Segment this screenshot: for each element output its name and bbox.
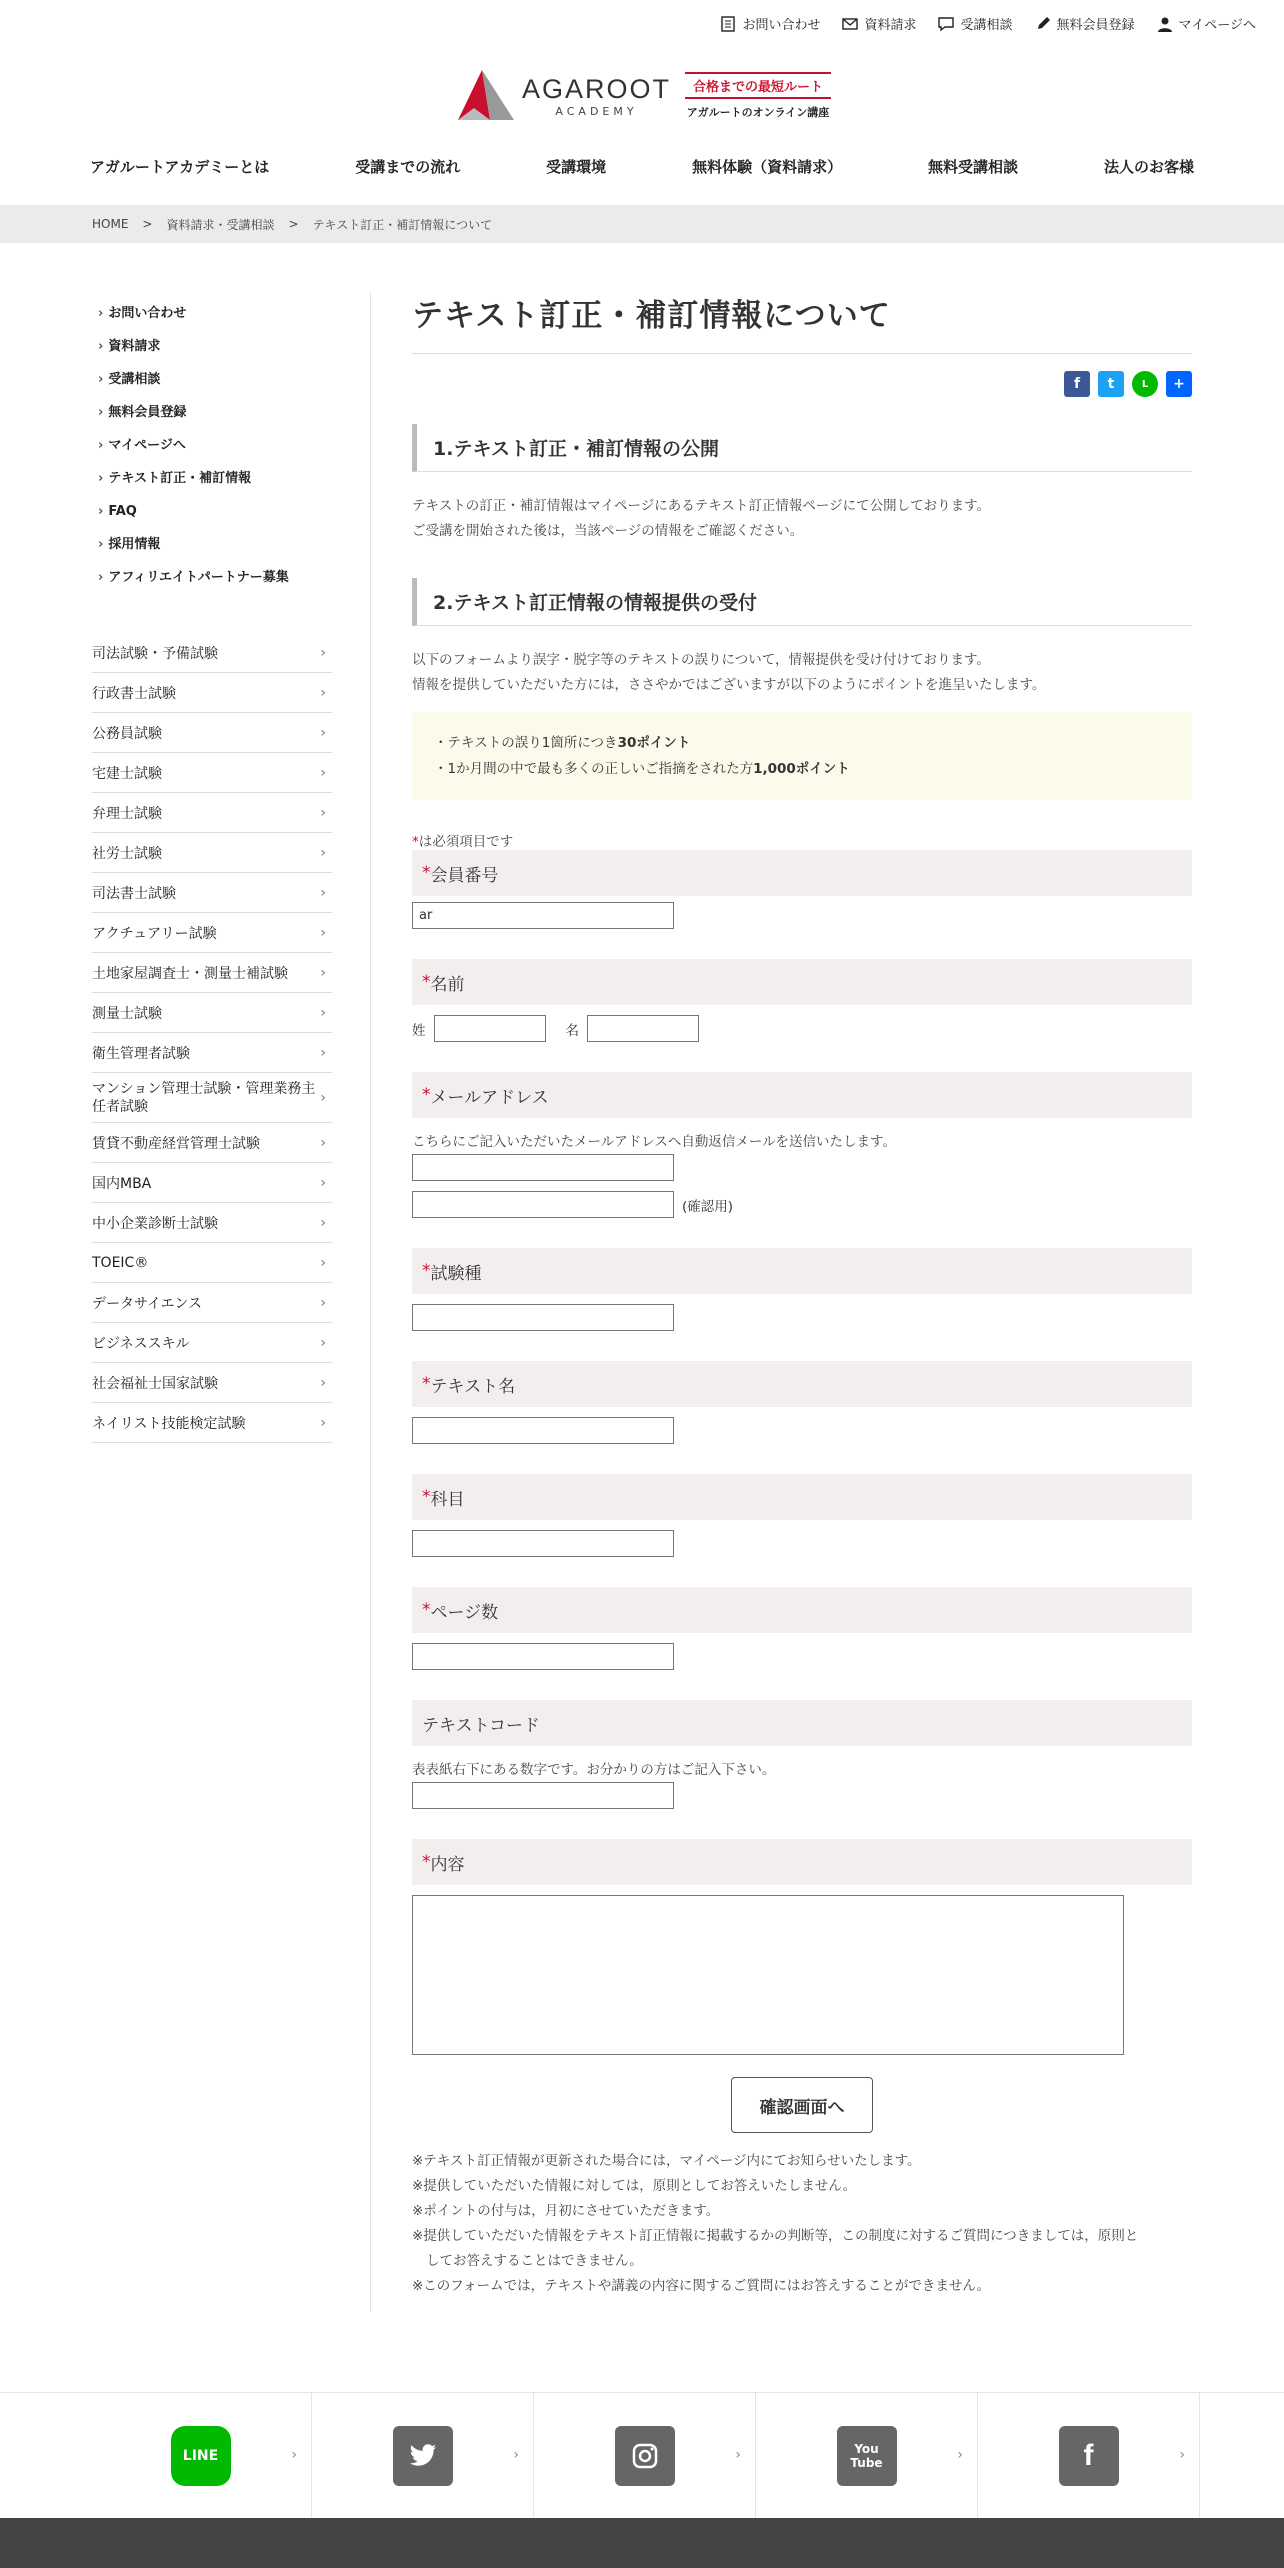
logo-tagline: 合格までの最短ルート bbox=[685, 72, 831, 99]
required-note: *は必須項目です bbox=[412, 834, 514, 850]
sidebar-link[interactable]: › 受講相談 bbox=[92, 366, 332, 399]
chevron-right-icon: › bbox=[320, 644, 326, 661]
sidebar-category[interactable] bbox=[92, 1243, 332, 1283]
section2-p1: 以下のフォームより誤字・脱字等のテキストの誤りについて，情報提供を受け付けております。 bbox=[412, 652, 990, 668]
mei-label: 名 bbox=[565, 1022, 579, 1039]
sidebar-category-label: ネイリスト技能検定試験 bbox=[92, 1415, 246, 1432]
note-line: ※このフォームでは，テキストや講義の内容に関するご質問にはお答えすることができません。 bbox=[412, 2278, 991, 2294]
sidebar-category[interactable] bbox=[92, 953, 332, 993]
chevron-right-icon: › bbox=[320, 1134, 326, 1151]
chevron-right-icon: › bbox=[320, 764, 326, 781]
sidebar-category-label: 司法書士試験 bbox=[92, 885, 176, 902]
section1-heading: 1.テキスト訂正・補訂情報の公開 bbox=[412, 424, 1192, 472]
chevron-right-icon: › bbox=[320, 1214, 326, 1231]
chevron-right-icon: › bbox=[320, 1089, 326, 1106]
pencil-icon bbox=[1035, 16, 1051, 32]
breadcrumb bbox=[0, 205, 1284, 243]
sidebar-links bbox=[92, 300, 332, 597]
util-consult-link[interactable] bbox=[938, 14, 1012, 33]
member-number-field bbox=[412, 850, 1192, 929]
subject-input[interactable] bbox=[412, 1530, 674, 1557]
footer-bar bbox=[0, 2518, 1284, 2568]
gnav-corporate[interactable]: 法人のお客様 bbox=[1103, 158, 1194, 176]
section1-p2: ご受講を開始された後は，当該ページの情報をご確認ください。 bbox=[412, 523, 804, 539]
email-input[interactable] bbox=[412, 1154, 674, 1181]
sidebar-category[interactable] bbox=[92, 913, 332, 953]
mei-input[interactable] bbox=[587, 1015, 699, 1042]
chevron-right-icon: › bbox=[320, 884, 326, 901]
sidebar-category-label: 行政書士試験 bbox=[92, 685, 176, 702]
note-line: ※ポイントの付与は，月初にさせていただきます。 bbox=[412, 2203, 720, 2219]
facebook-icon: f bbox=[1059, 2426, 1119, 2486]
chevron-right-icon: › bbox=[291, 2447, 297, 2463]
global-nav bbox=[90, 156, 1194, 177]
sidebar-category-label: マンション管理士試験・管理業務主任者試験 bbox=[92, 1080, 316, 1115]
youtube-icon: You Tube bbox=[837, 2426, 897, 2486]
util-mypage-label: マイページへ bbox=[1178, 18, 1256, 33]
instagram-link[interactable] bbox=[534, 2393, 756, 2519]
notice-line-1: ・テキストの誤り1箇所につき30ポイント bbox=[434, 735, 691, 751]
text-name-label: * テキスト名 bbox=[412, 1361, 1192, 1407]
sidebar-category-label: 賃貸不動産経営管理士試験 bbox=[92, 1135, 260, 1152]
sidebar-link[interactable]: › マイページへ bbox=[92, 432, 332, 465]
chevron-right-icon: › bbox=[1179, 2447, 1185, 2463]
text-name-input[interactable] bbox=[412, 1417, 674, 1444]
chevron-right-icon: › bbox=[957, 2447, 963, 2463]
twitter-link[interactable] bbox=[312, 2393, 534, 2519]
gnav-about[interactable]: アガルートアカデミーとは bbox=[90, 158, 270, 176]
sidebar-category-label: 公務員試験 bbox=[92, 725, 162, 742]
subject-field bbox=[412, 1474, 1192, 1557]
text-code-field bbox=[412, 1700, 1192, 1809]
sidebar-category-label: 社会福祉士国家試験 bbox=[92, 1375, 218, 1392]
email-help: こちらにご記入いただいたメールアドレスへ自動返信メールを送信いたします。 bbox=[412, 1134, 896, 1150]
chevron-right-icon: › bbox=[320, 1174, 326, 1191]
sidebar-category-label: 中小企業診断士試験 bbox=[92, 1215, 218, 1232]
points-notice bbox=[412, 712, 1192, 800]
email-field bbox=[412, 1072, 1192, 1218]
text-name-field bbox=[412, 1361, 1192, 1444]
section1-p1: テキストの訂正・補訂情報はマイページにあるテキスト訂正情報ページにて公開しております。 bbox=[412, 498, 991, 514]
sidebar-category[interactable] bbox=[92, 833, 332, 873]
sidebar-category-label: 国内MBA bbox=[92, 1175, 152, 1192]
exam-field bbox=[412, 1248, 1192, 1331]
subject-label: * 科目 bbox=[412, 1474, 1192, 1520]
section1-text bbox=[412, 494, 1192, 544]
sidebar-category-label: 弁理士試験 bbox=[92, 805, 162, 822]
chevron-right-icon: › bbox=[320, 1004, 326, 1021]
chevron-right-icon: › bbox=[320, 1044, 326, 1061]
chevron-right-icon: › bbox=[513, 2447, 519, 2463]
member-number-input[interactable]: ar bbox=[412, 902, 674, 929]
sidebar-link[interactable]: › 資料請求 bbox=[92, 333, 332, 366]
section2-heading: 2.テキスト訂正情報の情報提供の受付 bbox=[412, 578, 1192, 626]
sidebar-category-label: TOEIC® bbox=[92, 1254, 149, 1271]
chevron-right-icon: › bbox=[735, 2447, 741, 2463]
chevron-right-icon: › bbox=[320, 1334, 326, 1351]
note-line: ※提供していただいた情報に対しては，原則としてお答えいたしません。 bbox=[412, 2178, 857, 2194]
sidebar-category[interactable] bbox=[92, 1283, 332, 1323]
util-brochure-link[interactable] bbox=[842, 14, 916, 33]
facebook-share-icon[interactable]: f bbox=[1064, 371, 1090, 397]
gnav-flow[interactable]: 受講までの流れ bbox=[355, 158, 461, 176]
page-number-label: * ページ数 bbox=[412, 1587, 1192, 1633]
sidebar-category[interactable] bbox=[92, 1033, 332, 1073]
sidebar-category-label: アクチュアリー試験 bbox=[92, 925, 217, 942]
util-contact-link[interactable] bbox=[720, 14, 820, 33]
util-brochure-label: 資料請求 bbox=[864, 18, 917, 33]
sidebar-categories bbox=[92, 633, 332, 1443]
gnav-free-consult[interactable]: 無料受講相談 bbox=[928, 158, 1019, 176]
sidebar-category[interactable] bbox=[92, 1403, 332, 1443]
exam-input[interactable] bbox=[412, 1304, 674, 1331]
breadcrumb-current: テキスト訂正・補訂情報について bbox=[312, 217, 493, 232]
text-code-input[interactable] bbox=[412, 1782, 674, 1809]
chevron-right-icon: › bbox=[320, 924, 326, 941]
chevron-right-icon: › bbox=[320, 964, 326, 981]
sidebar-category[interactable] bbox=[92, 1123, 332, 1163]
main-content bbox=[412, 290, 1192, 2299]
breadcrumb-separator: > bbox=[288, 217, 299, 231]
sei-label: 姓 bbox=[412, 1022, 426, 1039]
exam-label: * 試験種 bbox=[412, 1248, 1192, 1294]
util-consult-label: 受講相談 bbox=[960, 18, 1013, 33]
facebook-link[interactable] bbox=[978, 2393, 1200, 2519]
note-line: ※提供していただいた情報をテキスト訂正情報に掲載するかの判断等，この制度に対するご質問につきましては，原則と bbox=[412, 2228, 1139, 2244]
gnav-environment[interactable]: 受講環境 bbox=[546, 158, 607, 176]
sidebar-category[interactable] bbox=[92, 1323, 332, 1363]
twitter-icon bbox=[393, 2426, 453, 2486]
email-confirm-label: (確認用) bbox=[682, 1198, 734, 1215]
user-icon bbox=[1157, 16, 1173, 32]
page-title: テキスト訂正・補訂情報について bbox=[412, 290, 1192, 354]
sidebar-category-label: 司法試験・予備試験 bbox=[92, 645, 218, 662]
site-logo[interactable] bbox=[454, 66, 834, 126]
note-line: ※テキスト訂正情報が更新された場合には，マイページ内にてお知らせいたします。 bbox=[412, 2153, 921, 2169]
breadcrumb-separator: > bbox=[142, 217, 153, 231]
sidebar-category[interactable] bbox=[92, 1363, 332, 1403]
line-link[interactable] bbox=[90, 2393, 312, 2519]
sidebar-category[interactable] bbox=[92, 633, 332, 673]
chevron-right-icon: › bbox=[320, 724, 326, 741]
sidebar-category[interactable] bbox=[92, 673, 332, 713]
sidebar-category-label: 宅建士試験 bbox=[92, 765, 162, 782]
mail-icon bbox=[842, 16, 858, 32]
sidebar-link[interactable]: › 無料会員登録 bbox=[92, 399, 332, 432]
notes bbox=[412, 2149, 1192, 2299]
chevron-right-icon: › bbox=[320, 1254, 326, 1271]
sidebar-category[interactable] bbox=[92, 1203, 332, 1243]
line-icon: LINE bbox=[171, 2426, 231, 2486]
chat-icon bbox=[938, 16, 954, 32]
text-code-label: テキストコード bbox=[412, 1700, 1192, 1746]
sidebar-category[interactable] bbox=[92, 1073, 332, 1123]
sidebar-link[interactable]: › 採用情報 bbox=[92, 531, 332, 564]
share-buttons bbox=[412, 354, 1192, 414]
sidebar-divider bbox=[370, 292, 371, 2312]
page-number-field bbox=[412, 1587, 1192, 1670]
email-label: * メールアドレス bbox=[412, 1072, 1192, 1118]
agaroot-logo-mark bbox=[454, 68, 516, 124]
sidebar-category[interactable] bbox=[92, 1163, 332, 1203]
sidebar-category-label: 衛生管理者試験 bbox=[92, 1045, 190, 1062]
gnav-free-trial[interactable]: 無料体験（資料請求） bbox=[692, 158, 843, 176]
youtube-link[interactable] bbox=[756, 2393, 978, 2519]
chevron-right-icon: › bbox=[320, 1294, 326, 1311]
confirm-button[interactable]: 確認画面へ bbox=[731, 2077, 873, 2133]
sidebar-category-label: 社労士試験 bbox=[92, 845, 162, 862]
breadcrumb-home[interactable]: HOME bbox=[92, 217, 129, 231]
social-links bbox=[0, 2392, 1284, 2518]
util-mypage-link[interactable] bbox=[1157, 14, 1256, 33]
breadcrumb-request[interactable]: 資料請求・受講相談 bbox=[166, 217, 275, 232]
name-label: * 名前 bbox=[412, 959, 1192, 1005]
sidebar-category-label: ビジネススキル bbox=[92, 1335, 190, 1352]
section2-text bbox=[412, 648, 1192, 698]
sidebar-link[interactable]: › テキスト訂正・補訂情報 bbox=[92, 465, 332, 498]
sidebar-link[interactable]: › お問い合わせ bbox=[92, 300, 332, 333]
sidebar bbox=[92, 300, 332, 1443]
text-code-help: 表表紙右下にある数字です。お分かりの方はご記入下さい。 bbox=[412, 1762, 776, 1778]
member-number-label: * 会員番号 bbox=[412, 850, 1192, 896]
sidebar-category-label: データサイエンス bbox=[92, 1295, 203, 1312]
sidebar-category-label: 土地家屋調査士・測量士補試験 bbox=[92, 965, 288, 982]
sidebar-category[interactable] bbox=[92, 713, 332, 753]
logo-academy: ACADEMY bbox=[555, 105, 638, 118]
chevron-right-icon: › bbox=[320, 684, 326, 701]
chevron-right-icon: › bbox=[320, 804, 326, 821]
chevron-right-icon: › bbox=[320, 1414, 326, 1431]
logo-name: AGAROOT bbox=[522, 74, 672, 104]
logo-subtitle: アガルートのオンライン講座 bbox=[686, 106, 830, 119]
content-textarea[interactable] bbox=[412, 1895, 1124, 2055]
email-confirm-input[interactable] bbox=[412, 1191, 674, 1218]
line-share-icon[interactable]: L bbox=[1132, 371, 1158, 397]
sidebar-link[interactable]: › FAQ bbox=[92, 498, 332, 531]
page-number-input[interactable] bbox=[412, 1643, 674, 1670]
utility-nav bbox=[720, 14, 1256, 33]
chevron-right-icon: › bbox=[320, 1374, 326, 1391]
sidebar-category[interactable] bbox=[92, 753, 332, 793]
sei-input[interactable] bbox=[434, 1015, 546, 1042]
sidebar-category[interactable] bbox=[92, 993, 332, 1033]
section2-p2: 情報を提供していただいた方には，ささやかではございますが以下のようにポイントを進呈いたします。 bbox=[412, 677, 1046, 693]
util-contact-label: お問い合わせ bbox=[742, 18, 821, 33]
instagram-icon bbox=[615, 2426, 675, 2486]
util-register-label: 無料会員登録 bbox=[1056, 18, 1135, 33]
contact-doc-icon bbox=[720, 16, 736, 32]
name-field bbox=[412, 959, 1192, 1042]
note-line: してお答えすることはできません。 bbox=[426, 2253, 643, 2269]
chevron-right-icon: › bbox=[320, 844, 326, 861]
sidebar-category[interactable] bbox=[92, 873, 332, 913]
sidebar-link[interactable]: › アフィリエイトパートナー募集 bbox=[92, 564, 332, 597]
addtoany-share-icon[interactable]: + bbox=[1166, 371, 1192, 397]
notice-line-2: ・1か月間の中で最も多くの正しいご指摘をされた方1,000ポイント bbox=[434, 761, 850, 777]
twitter-share-icon[interactable]: t bbox=[1098, 371, 1124, 397]
sidebar-category-label: 測量士試験 bbox=[92, 1005, 162, 1022]
content-label: * 内容 bbox=[412, 1839, 1192, 1885]
sidebar-category[interactable] bbox=[92, 793, 332, 833]
content-field bbox=[412, 1839, 1192, 2055]
util-register-link[interactable] bbox=[1035, 14, 1135, 33]
